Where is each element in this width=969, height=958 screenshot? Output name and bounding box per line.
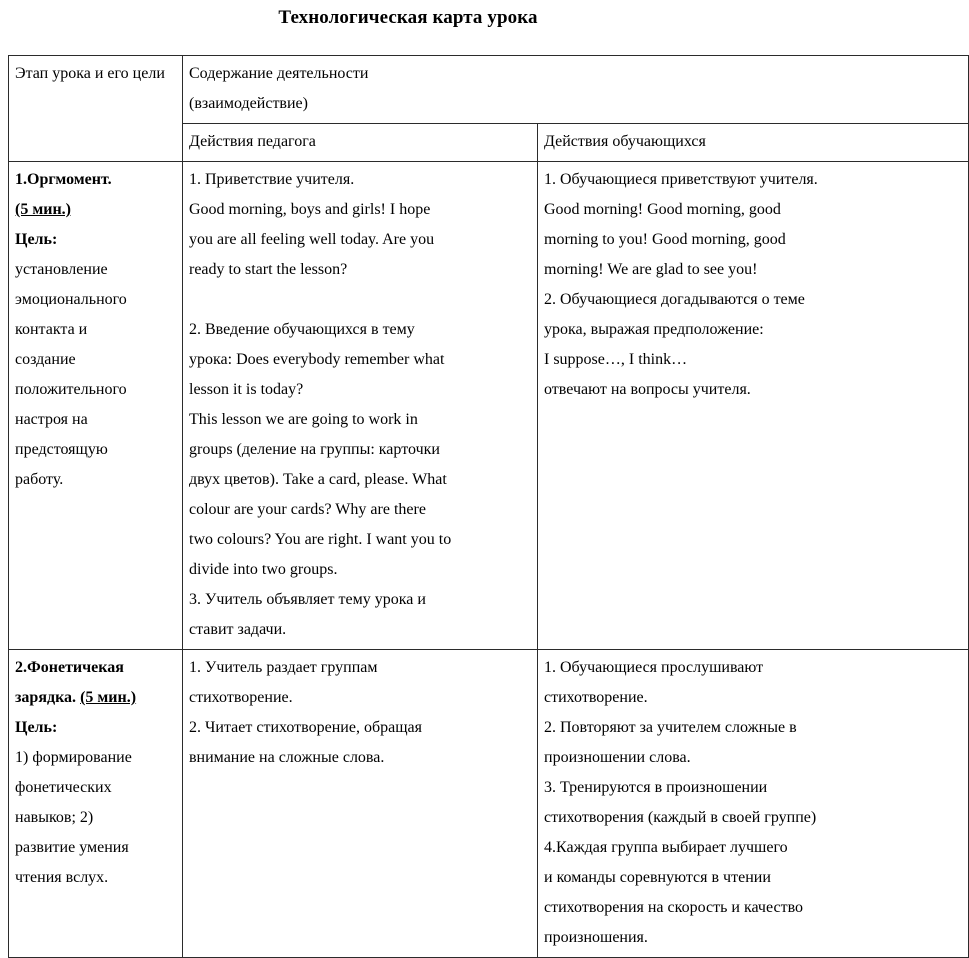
teacher-action-line: урока: Does everybody remember what (189, 351, 445, 368)
student-action-line: Good morning! Good morning, good (544, 201, 781, 218)
teacher-action-line: ready to start the lesson? (189, 261, 348, 278)
teacher-action-line: 1. Приветствие учителя. (189, 171, 355, 188)
stage-goal-line: 1) формирование (15, 749, 132, 766)
student-action-line: morning! We are glad to see you! (544, 261, 758, 278)
header-row-top (9, 56, 969, 124)
stage-goal-label: Цель: (15, 231, 58, 248)
column-header-content-line2: (взаимодействие) (189, 95, 308, 112)
stage-goal-line: настроя на (15, 411, 88, 428)
student-action-line: урока, выражая предположение: (544, 321, 764, 338)
teacher-action-line: 1. Учитель раздает группам (189, 659, 378, 676)
stage-heading-duration-line (15, 683, 176, 713)
student-action-line: и команды соревнуются в чтении (544, 869, 771, 886)
table-header (9, 56, 969, 162)
cell-teacher-actions-2 (183, 650, 538, 958)
stage-goal-line: эмоционального (15, 291, 127, 308)
cell-student-actions-1 (538, 162, 969, 650)
column-header-student-actions: Действия обучающихся (538, 124, 969, 162)
student-action-line: morning to you! Good morning, good (544, 231, 786, 248)
table-body (9, 162, 969, 958)
lesson-map-table (8, 55, 969, 958)
table-row (9, 650, 969, 958)
student-action-line: 2. Повторяют за учителем сложные в (544, 719, 797, 736)
student-action-line: отвечают на вопросы учителя. (544, 381, 751, 398)
teacher-action-spacer (189, 285, 531, 315)
teacher-action-line: This lesson we are going to work in (189, 411, 418, 428)
teacher-action-line: divide into two groups. (189, 561, 338, 578)
student-action-line: произношения. (544, 929, 648, 946)
teacher-action-line: Good morning, boys and girls! I hope (189, 201, 431, 218)
teacher-action-line: you are all feeling well today. Are you (189, 231, 435, 248)
student-action-line: 4.Каждая группа выбирает лучшего (544, 839, 788, 856)
cell-student-actions-2 (538, 650, 969, 958)
teacher-action-line: 2. Введение обучающихся в тему (189, 321, 415, 338)
student-action-line: 3. Тренируются в произношении (544, 779, 768, 796)
stage-goal-line: контакта и (15, 321, 88, 338)
teacher-action-line: ставит задачи. (189, 621, 287, 638)
stage-duration-line (15, 195, 176, 225)
stage-goal-line: фонетических (15, 779, 112, 796)
stage-duration: (5 мин.) (15, 201, 71, 218)
stage-goal-line: положительного (15, 381, 127, 398)
stage-duration: (5 мин.) (80, 689, 137, 706)
teacher-action-line: groups (деление на группы: карточки (189, 441, 440, 458)
cell-stage-2 (9, 650, 183, 958)
stage-heading: 2.Фонетичекая (15, 659, 124, 676)
stage-goal-line: навыков; 2) (15, 809, 94, 826)
column-header-stage: Этап урока и его цели (9, 56, 183, 162)
teacher-action-line: двух цветов). Take a card, please. What (189, 471, 447, 488)
stage-goal-line: развитие умения (15, 839, 129, 856)
student-action-line: стихотворения на скорость и качество (544, 899, 804, 916)
column-header-content-line1: Содержание деятельности (189, 65, 369, 82)
table-row (9, 162, 969, 650)
stage-heading: 1.Оргмомент. (15, 171, 112, 188)
teacher-action-line: 3. Учитель объявляет тему урока и (189, 591, 426, 608)
stage-goal-line: работу. (15, 471, 64, 488)
stage-goal-line: предстоящую (15, 441, 108, 458)
column-header-teacher-actions: Действия педагога (183, 124, 538, 162)
page-title: Технологическая карта урока (278, 7, 538, 28)
stage-heading-cont: зарядка. (15, 689, 77, 706)
student-action-line: произношении слова. (544, 749, 691, 766)
student-action-line: I suppose…, I think… (544, 351, 688, 368)
column-header-content (183, 56, 969, 124)
teacher-action-line: lesson it is today? (189, 381, 304, 398)
stage-goal-line: создание (15, 351, 76, 368)
cell-teacher-actions-1 (183, 162, 538, 650)
teacher-action-line: colour are your cards? Why are there (189, 501, 426, 518)
student-action-line: 1. Обучающиеся прослушивают (544, 659, 764, 676)
student-action-line: стихотворение. (544, 689, 648, 706)
stage-goal-label: Цель: (15, 719, 58, 736)
teacher-action-line: стихотворение. (189, 689, 293, 706)
stage-goal-line: установление (15, 261, 108, 278)
student-action-line: 2. Обучающиеся догадываются о теме (544, 291, 805, 308)
student-action-line: стихотворения (каждый в своей группе) (544, 809, 817, 826)
lesson-map-table-wrapper (8, 55, 968, 958)
teacher-action-line: внимание на сложные слова. (189, 749, 385, 766)
cell-stage-1 (9, 162, 183, 650)
stage-goal-line: чтения вслух. (15, 869, 109, 886)
teacher-action-line: 2. Читает стихотворение, обращая (189, 719, 422, 736)
student-action-line: 1. Обучающиеся приветствуют учителя. (544, 171, 818, 188)
teacher-action-line: two colours? You are right. I want you to (189, 531, 452, 548)
